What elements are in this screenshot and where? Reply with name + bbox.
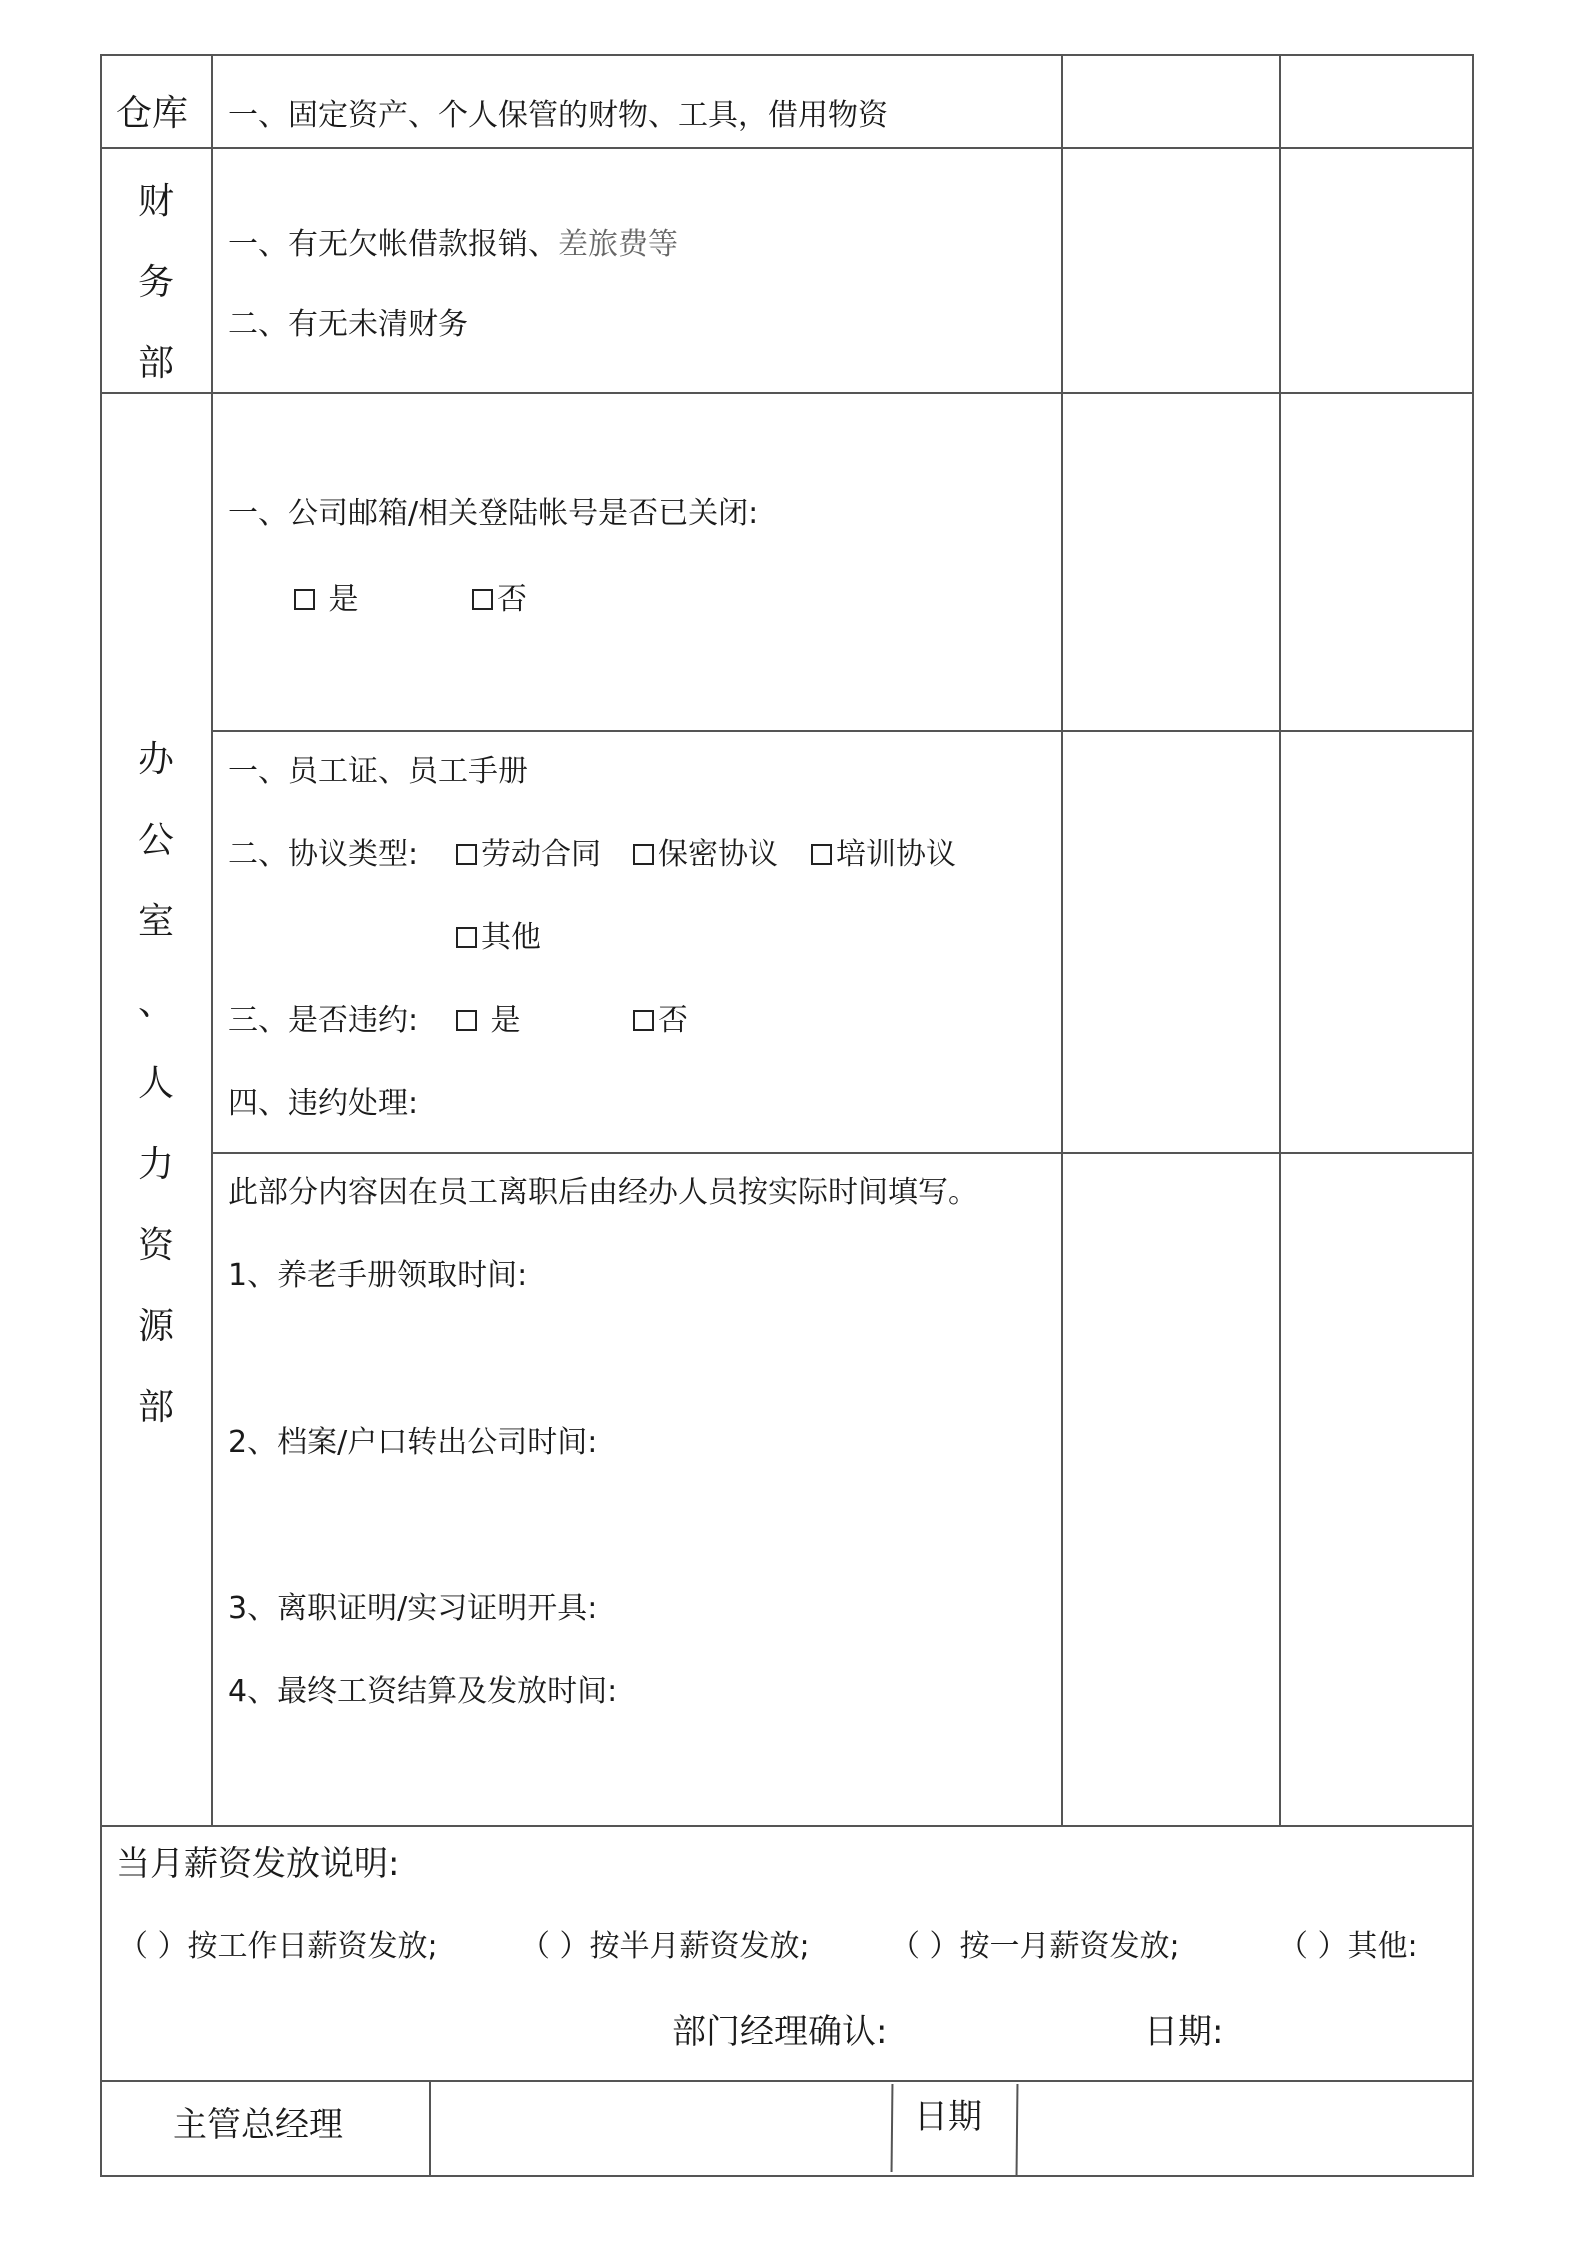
checkbox[interactable] [811, 844, 832, 865]
agreement-type-confidentiality-label: 保密协议 [658, 837, 778, 872]
warehouse-item-fixed-assets: 一、固定资产、个人保管的财物、工具，借用物资 [228, 98, 888, 133]
office-hr-label [136, 740, 176, 1428]
manager-confirm-label: 部门经理确认: [672, 2012, 888, 2052]
table-border-bottom [100, 2175, 1474, 2177]
salary-date-label: 日期: [1144, 2012, 1224, 2052]
post-leave-note: 此部分内容因在员工离职后由经办人员按实际时间填写。 [228, 1175, 978, 1210]
checkbox[interactable] [456, 844, 477, 865]
breach-no-option[interactable] [633, 1003, 688, 1039]
agreement-type-other-label: 其他 [481, 920, 541, 955]
finance-label [136, 182, 176, 384]
office-hr-label-char: 办 [137, 739, 174, 780]
finance-item-loans-main: 一、有无欠帐借款报销、 [228, 227, 558, 262]
office-hr-label-char: 室 [137, 901, 174, 942]
salary-option-workday[interactable]: （ ）按工作日薪资发放; [118, 1929, 438, 1964]
breach-no-label: 否 [658, 1003, 688, 1038]
office-hr-label-char: 人 [137, 1063, 174, 1104]
table-border-left [100, 54, 102, 2177]
email-no-option[interactable] [472, 582, 527, 618]
table-border-top [100, 54, 1474, 56]
finance-label-char: 部 [137, 343, 174, 384]
column-divider-content [1061, 54, 1063, 1826]
footer-divider-1 [429, 2080, 431, 2176]
table-border-right [1472, 54, 1474, 2177]
warehouse-label: 仓库 [116, 93, 189, 134]
breach-handling-item: 四、违约处理: [228, 1086, 419, 1121]
final-salary-item: 4、最终工资结算及发放时间: [228, 1674, 618, 1709]
finance-label-char: 财 [137, 181, 174, 222]
employee-card-handbook-item: 一、员工证、员工手册 [228, 754, 528, 789]
email-yes-option[interactable] [294, 582, 359, 618]
row-divider-finance [100, 392, 1474, 394]
breach-yes-option[interactable] [456, 1003, 521, 1039]
agreement-type-other[interactable] [456, 920, 541, 956]
checkbox[interactable] [456, 927, 477, 948]
row-divider-warehouse [100, 147, 1474, 149]
finance-label-char: 务 [137, 262, 174, 303]
footer-date-label: 日期 [914, 2097, 982, 2137]
finance-item-loans-travel: 差旅费等 [558, 227, 678, 262]
general-manager-signature-field[interactable] [433, 2084, 888, 2174]
breach-question: 三、是否违约: [228, 1003, 419, 1038]
checkbox[interactable] [456, 1010, 477, 1031]
breach-yes-label: 是 [490, 1003, 521, 1038]
salary-option-other[interactable]: （ ）其他: [1278, 1929, 1418, 1964]
agreement-type-training[interactable] [811, 837, 956, 873]
agreement-type-confidentiality[interactable] [633, 837, 778, 873]
archive-transfer-item: 2、档案/户口转出公司时间: [228, 1425, 598, 1460]
checkbox[interactable] [294, 589, 315, 610]
email-yes-label: 是 [328, 582, 359, 617]
agreement-type-label: 二、协议类型: [228, 837, 419, 872]
checkbox[interactable] [472, 589, 493, 610]
footer-date-field[interactable] [1022, 2084, 1470, 2174]
salary-option-month[interactable]: （ ）按一月薪资发放; [890, 1929, 1180, 1964]
email-no-label: 否 [497, 582, 527, 617]
row-divider-hr [100, 1825, 1474, 1827]
office-hr-label-char: 力 [137, 1144, 174, 1185]
footer-divider-3 [1016, 2084, 1019, 2176]
checkbox[interactable] [633, 1010, 654, 1031]
checkbox[interactable] [633, 844, 654, 865]
email-closed-question: 一、公司邮箱/相关登陆帐号是否已关闭: [228, 496, 759, 531]
row-divider-salary [100, 2080, 1474, 2082]
office-hr-label-char: 资 [137, 1225, 174, 1266]
general-manager-label: 主管总经理 [173, 2105, 343, 2145]
column-divider-label [211, 54, 213, 1826]
salary-section-title: 当月薪资发放说明: [116, 1844, 400, 1884]
agreement-type-labor[interactable] [456, 837, 601, 873]
row-divider-email [212, 730, 1474, 732]
salary-option-half-month[interactable]: （ ）按半月薪资发放; [520, 1929, 810, 1964]
pension-handbook-item: 1、养老手册领取时间: [228, 1258, 528, 1293]
office-hr-label-char: 公 [137, 820, 174, 861]
finance-item-unsettled: 二、有无未清财务 [228, 307, 468, 342]
office-hr-label-char: 部 [137, 1387, 174, 1428]
agreement-type-labor-label: 劳动合同 [481, 837, 601, 872]
row-divider-contract [212, 1152, 1474, 1154]
finance-item-loans [228, 227, 678, 263]
certificate-issue-item: 3、离职证明/实习证明开具: [228, 1591, 598, 1626]
agreement-type-row [228, 837, 418, 873]
agreement-type-training-label: 培训协议 [836, 837, 956, 872]
office-hr-label-char: 源 [137, 1306, 174, 1347]
office-hr-label-char: 、 [137, 982, 174, 1023]
footer-divider-2 [891, 2084, 894, 2172]
column-divider-sign [1279, 54, 1281, 1826]
